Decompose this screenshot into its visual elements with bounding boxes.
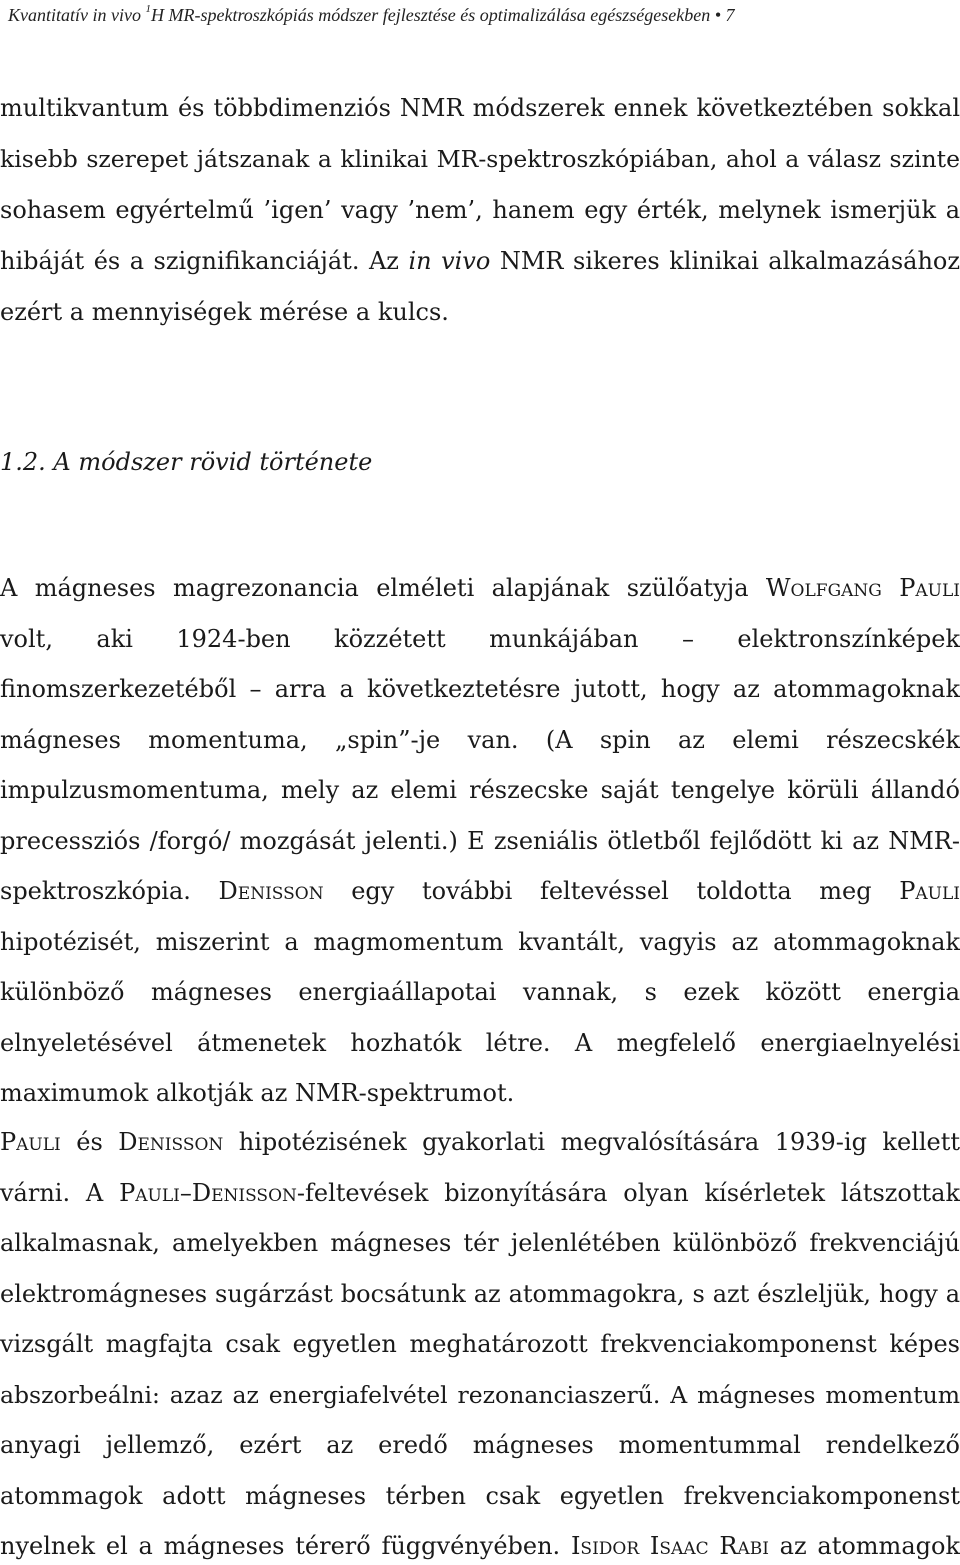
- running-header: [0, 0, 960, 25]
- para2_lines-line-4: elektromágneses sugárzást bocsátunk az atommagokra, s azt észleljük, hogy a: [0, 1280, 960, 1308]
- para1_lines-line-6: precessziós /forgó/ mozgását jelenti.) E zseniális ötletből fejlődött ki az NMR-: [0, 827, 960, 855]
- para1_lines-line-1: A mágneses magrezonancia elméleti alapjának szülőatyja Wolfgang Pauli: [0, 574, 960, 602]
- para2_lines-line-1: Pauli és Denisson hipotézisének gyakorlati megvalósítására 1939-ig kellett: [0, 1128, 960, 1156]
- para2_lines-line-7: anyagi jellemző, ezért az eredő mágneses momentummal rendelkező: [0, 1431, 960, 1459]
- para1_lines-line-11: maximumok alkotják az NMR-spektrumot.: [0, 1079, 515, 1107]
- para1_lines-line-5: impulzusmomentuma, mely az elemi részecske saját tengelye körüli állandó: [0, 776, 960, 804]
- intro_lines-line-1: multikvantum és többdimenziós NMR módszerek ennek következtében sokkal: [0, 94, 960, 122]
- para2_lines-line-8: atommagok adott mágneses térben csak egyetlen frekvenciakomponenst: [0, 1482, 960, 1510]
- para2_lines-line-2: várni. A Pauli–Denisson-feltevések bizonyítására olyan kísérletek látszottak: [0, 1179, 960, 1207]
- para2_lines-line-3: alkalmasnak, amelyekben mágneses tér jelenlétében különböző frekvenciájú: [0, 1229, 960, 1257]
- para1_lines-line-9: különböző mágneses energiaállapotai vannak, s ezek között energia: [0, 978, 960, 1006]
- intro_lines-line-2: kisebb szerepet játszanak a klinikai MR-spektroszkópiában, ahol a válasz szinte: [0, 145, 960, 173]
- para1_lines-line-4: mágneses momentuma, „spin”-je van. (A spin az elemi részecskék: [0, 726, 960, 754]
- para1_lines-line-2: volt, aki 1924-ben közzétett munkájában – elektronszínképek: [0, 625, 960, 653]
- para2_lines-line-6: abszorbeálni: azaz az energiafelvétel rezonanciaszerű. A mágneses momentum: [0, 1381, 960, 1409]
- running-header-text: Kvantitatív in vivo $^1$H MR-spektroszkópiás módszer fejlesztése és optimalizálása egészségesekben • 7: [8, 3, 735, 25]
- para2_lines-line-9: nyelnek el a mágneses térerő függvényében. Isidor Isaac Rabi az atommagok: [0, 1532, 960, 1560]
- para1_lines-line-7: spektroszkópia. Denisson egy további feltevéssel toldotta meg Pauli: [0, 877, 960, 905]
- intro_lines-line-4: hibáját és a szignifikanciáját. Az in vivo NMR sikeres klinikai alkalmazásához: [0, 247, 960, 275]
- para1_lines-line-8: hipotézisét, miszerint a magmomentum kvantált, vagyis az atommagoknak: [0, 928, 960, 956]
- para1_lines-line-3: finomszerkezetéből – arra a következtetésre jutott, hogy az atommagoknak: [0, 675, 960, 703]
- para2_lines-line-5: vizsgált magfajta csak egyetlen meghatározott frekvenciakomponenst képes: [0, 1330, 960, 1358]
- intro_lines-line-5: ezért a mennyiségek mérése a kulcs.: [0, 298, 449, 326]
- intro_lines-line-3: sohasem egyértelmű ’igen’ vagy ’nem’, hanem egy érték, melynek ismerjük a: [0, 196, 960, 224]
- section-heading: 1.2. A módszer rövid története: [0, 448, 373, 476]
- para1_lines-line-10: elnyeletésével átmenetek hozhatók létre. A megfelelő energiaelnyelési: [0, 1029, 960, 1057]
